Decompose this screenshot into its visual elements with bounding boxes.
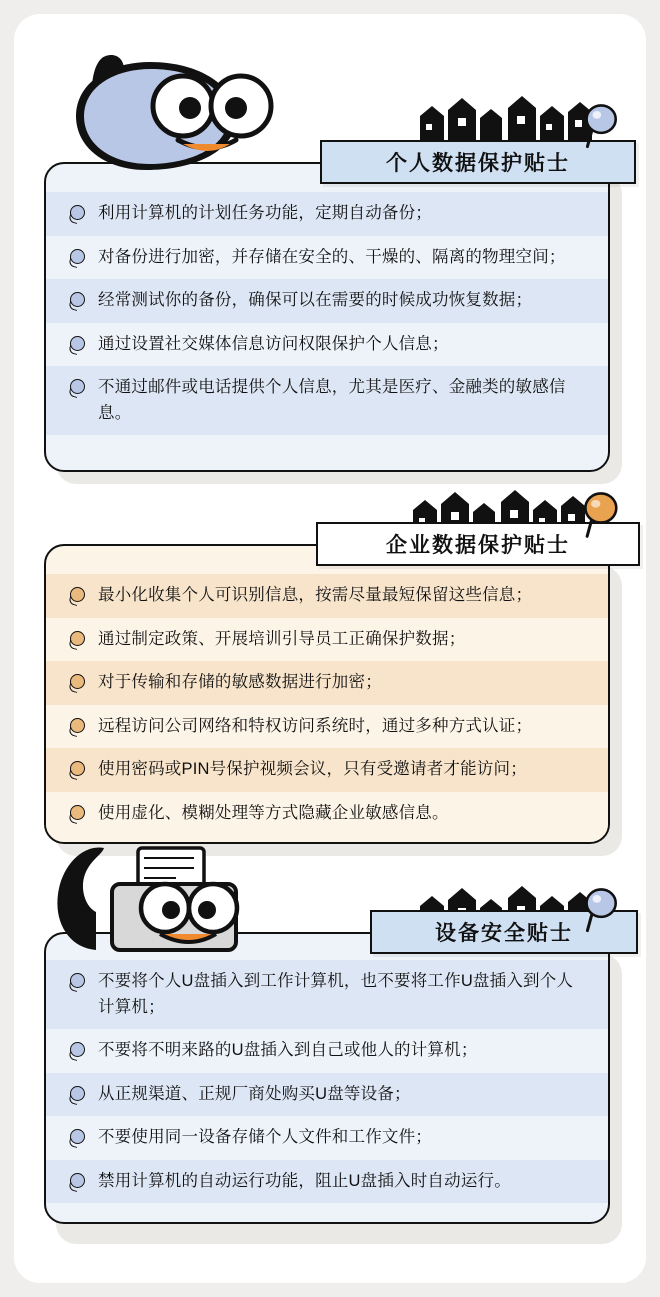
pin-icon xyxy=(68,292,85,309)
blob-mascot-icon xyxy=(50,52,300,182)
list-item-text: 通过制定政策、开展培训引导员工正确保护数据； xyxy=(98,629,466,648)
list-item xyxy=(46,279,608,323)
section-title-enterprise: 企业数据保护贴士 xyxy=(316,522,640,566)
list-item xyxy=(46,792,608,836)
pin-icon xyxy=(68,379,85,396)
list-item-text: 远程访问公司网络和特权访问系统时，通过多种方式认证； xyxy=(98,716,533,735)
list-item xyxy=(46,618,608,662)
list-item xyxy=(46,705,608,749)
pin-icon xyxy=(68,973,85,990)
section-title-personal: 个人数据保护贴士 xyxy=(320,140,636,184)
pin-icon xyxy=(68,1086,85,1103)
list-item xyxy=(46,1160,608,1204)
list-item-text: 不通过邮件或电话提供个人信息，尤其是医疗、金融类的敏感信息。 xyxy=(98,378,566,422)
list-item xyxy=(46,236,608,280)
list-item xyxy=(46,1073,608,1117)
list-item-text: 不要使用同一设备存储个人文件和工作文件； xyxy=(98,1128,432,1147)
list-item-text: 不要将不明来路的U盘插入到自己或他人的计算机； xyxy=(98,1041,478,1060)
card-personal-rows xyxy=(46,164,608,470)
section-title-device: 设备安全贴士 xyxy=(370,910,638,954)
list-item xyxy=(46,574,608,618)
thumbtack-blue-icon xyxy=(582,102,622,150)
list-item xyxy=(46,960,608,1029)
list-item-text: 通过设置社交媒体信息访问权限保护个人信息； xyxy=(98,334,449,353)
pin-icon xyxy=(68,336,85,353)
list-item-text: 利用计算机的计划任务功能，定期自动备份； xyxy=(98,204,432,222)
list-item xyxy=(46,323,608,367)
pin-icon xyxy=(68,1042,85,1059)
pin-icon xyxy=(68,674,85,691)
computer-mascot-icon xyxy=(44,842,274,962)
list-item-text: 不要将个人U盘插入到工作计算机，也不要将工作U盘插入到个人计算机； xyxy=(98,972,574,1016)
card-enterprise xyxy=(44,544,610,844)
list-item-text: 禁用计算机的自动运行功能，阻止U盘插入时自动运行。 xyxy=(98,1171,511,1190)
list-item xyxy=(46,192,608,236)
list-item-text: 最小化收集个人可识别信息，按需尽量最短保留这些信息； xyxy=(98,586,533,604)
list-item-text: 使用虚化、模糊处理等方式隐藏企业敏感信息。 xyxy=(98,803,449,822)
list-item xyxy=(46,1116,608,1160)
list-item xyxy=(46,661,608,705)
pin-icon xyxy=(68,249,85,266)
card-personal xyxy=(44,162,610,472)
thumbtack-orange-icon xyxy=(580,490,620,538)
card-device-rows xyxy=(46,934,608,1222)
pin-icon xyxy=(68,1129,85,1146)
list-item-text: 对于传输和存储的敏感数据进行加密； xyxy=(98,673,382,692)
pin-icon xyxy=(68,587,85,604)
pin-icon xyxy=(68,718,85,735)
pin-icon xyxy=(68,205,85,222)
pin-icon xyxy=(68,805,85,822)
thumbtack-blue-icon xyxy=(582,886,622,934)
list-item xyxy=(46,1029,608,1073)
list-item-text: 从正规渠道、正规厂商处购买U盘等设备； xyxy=(98,1084,411,1103)
footer-strip xyxy=(14,1261,646,1283)
list-item xyxy=(46,366,608,435)
list-item-text: 对备份进行加密，并存储在安全的、干燥的、隔离的物理空间； xyxy=(98,247,566,266)
card-enterprise-rows xyxy=(46,546,608,842)
card-device xyxy=(44,932,610,1224)
pin-icon xyxy=(68,1173,85,1190)
pin-icon xyxy=(68,761,85,778)
poster-page xyxy=(14,14,646,1283)
list-item-text: 使用密码或PIN号保护视频会议，只有受邀请者才能访问； xyxy=(98,760,527,779)
village-skyline-icon xyxy=(412,86,602,144)
list-item xyxy=(46,748,608,792)
list-item-text: 经常测试你的备份，确保可以在需要的时候成功恢复数据； xyxy=(98,291,533,310)
pin-icon xyxy=(68,631,85,648)
